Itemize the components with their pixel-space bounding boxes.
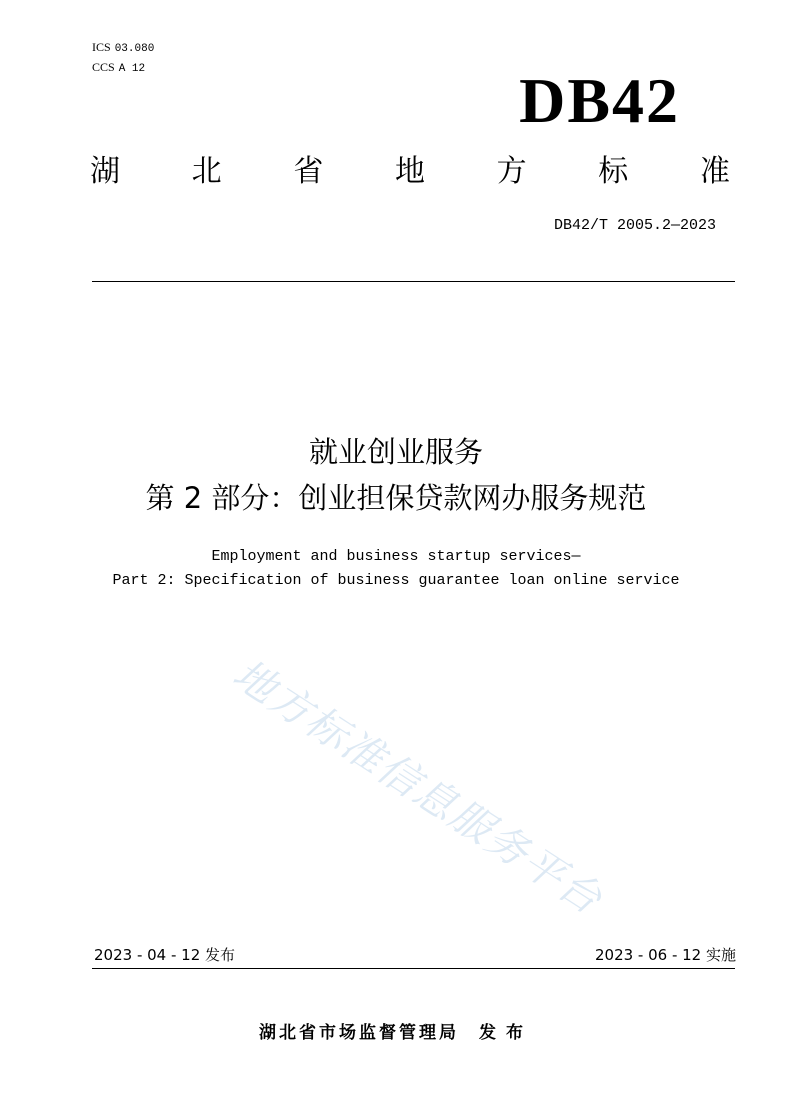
- standard-type-char: 标: [598, 154, 629, 189]
- standard-type-char: 北: [191, 154, 222, 189]
- publisher-name: 湖北省市场监督管理局: [259, 1023, 459, 1043]
- ics-code: 03.080: [114, 43, 155, 55]
- bottom-divider: [92, 968, 735, 969]
- ccs-classification: [92, 60, 145, 76]
- top-divider: [92, 281, 735, 282]
- standard-type-title: [90, 150, 730, 194]
- ccs-code: A 12: [118, 63, 146, 75]
- issue-date: 2023 - 04 - 12 发布: [94, 946, 236, 964]
- standard-type-char: 方: [496, 154, 527, 189]
- title-en-line1: Employment and business startup services—: [211, 548, 581, 565]
- standard-type-char: 湖: [90, 154, 120, 189]
- standard-type-char: 准: [699, 154, 730, 189]
- standard-type-char: 地: [394, 154, 425, 189]
- ccs-label: CCS: [92, 60, 115, 74]
- watermark-text: 地方标准信息服务平台: [224, 649, 612, 925]
- title-en-line2: Part 2: Specification of business guarantee loan online service: [112, 572, 680, 589]
- publisher-line: [0, 1020, 792, 1046]
- ics-label: ICS: [92, 40, 111, 54]
- standard-type-char: 省: [293, 154, 324, 189]
- title-cn-line1: 就业创业服务: [308, 435, 483, 469]
- implementation-date: 2023 - 06 - 12 实施: [594, 946, 736, 964]
- standard-number: DB42/T 2005.2—2023: [553, 217, 716, 234]
- publish-action: 发布: [479, 1023, 533, 1043]
- ics-classification: [92, 40, 154, 56]
- title-cn-line2: 第 2 部分：创业担保贷款网办服务规范: [145, 481, 647, 515]
- standard-logo: DB42: [519, 65, 680, 136]
